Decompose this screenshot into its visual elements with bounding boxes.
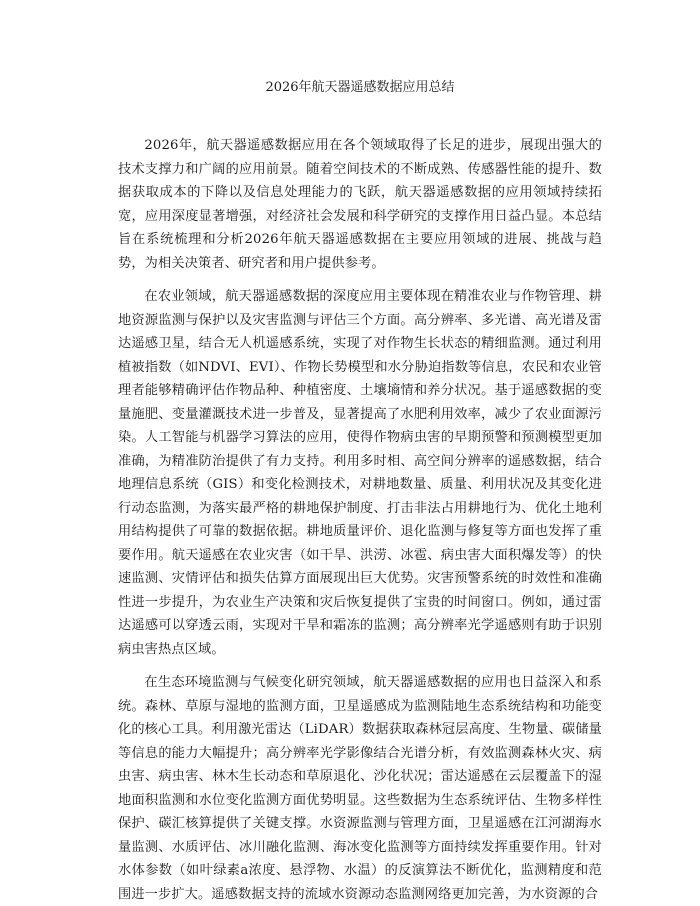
paragraph-intro: 2026年，航天器遥感数据应用在各个领域取得了长足的进步，展现出强大的技术支撑力和广阔的应用前景。随着空间技术的不断成熟、传感器性能的提升、数据获取成本的下降以及信息处理能力的飞跃，航天器遥感数据的应用领域持续拓宽，应用深度显著增强，对经济社会发展和科学研究的支撑作用日益凸显。本总结旨在系统梳理和分析2026年航天器遥感数据在主要应用领域的进展、挑战与趋势，为相关决策者、研究者和用户提供参考。	[118, 138, 602, 271]
document-title: 2026年航天器遥感数据应用总结	[265, 80, 455, 95]
paragraph-ecology: 在生态环境监测与气候变化研究领域，航天器遥感数据的应用也日益深入和系统。森林、草原与湿地的监测方面，卫星遥感成为监测陆地生态系统结构和功能变化的核心工具。利用激光雷达（LiDAR）数据获取森林冠层高度、生物量、碳储量等信息的能力大幅提升；高分辨率光学影像结合光谱分析，有效监测森林火灾、病虫害、病虫害、林木生长动态和草原退化、沙化状况；雷达遥感在云层覆盖下的湿地面积监测和水位变化监测方面优势明显。这些数据为生态系统评估、生物多样性保护、碳汇核算提供了关键支撑。水资源监测与管理方面，卫星遥感在江河湖海水量监测、水质评估、冰川融化监测、海冰变化监测等方面持续发挥重要作用。针对水体参数（如叶绿素a浓度、悬浮物、水温）的反演算法不断优化，监测精度和范围进一步扩大。遥感数据支持的流域水资源动态监测网络更加完善，为水资源的合	[118, 675, 602, 902]
paragraph-agriculture: 在农业领域，航天器遥感数据的深度应用主要体现在精准农业与作物管理、耕地资源监测与保护以及灾害监测与评估三个方面。高分辨率、多光谱、高光谱及雷达遥感卫星，结合无人机遥感系统，实现了对作物生长状态的精细监测。通过利用植被指数（如NDVI、EVI）、作物长势模型和水分胁迫指数等信息，农民和农业管理者能够精确评估作物品种、种植密度、土壤墒情和养分状况。基于遥感数据的变量施肥、变量灌溉技术进一步普及，显著提高了水肥利用效率，减少了农业面源污染。人工智能与机器学习算法的应用，使得作物病虫害的早期预警和预测模型更加准确，为精准防治提供了有力支持。利用多时相、高空间分辨率的遥感数据，结合地理信息系统（GIS）和变化检测技术，对耕地数量、质量、利用状况及其变化进行动态监测，为落实最严格的耕地保护制度、打击非法占用耕地行为、优化土地利用结构提供了可靠的数据依据。耕地质量评价、退化监测与修复等方面也发挥了重要作用。航天遥感在农业灾害（如干旱、洪涝、冰雹、病虫害大面积爆发等）的快速监测、灾情评估和损失估算方面展现出巨大优势。灾害预警系统的时效性和准确性进一步提升，为农业生产决策和灾后恢复提供了宝贵的时间窗口。例如，通过雷达遥感可以穿透云雨，实现对干旱和霜冻的监测；高分辨率光学遥感则有助于识别病虫害热点区域。	[118, 289, 602, 657]
